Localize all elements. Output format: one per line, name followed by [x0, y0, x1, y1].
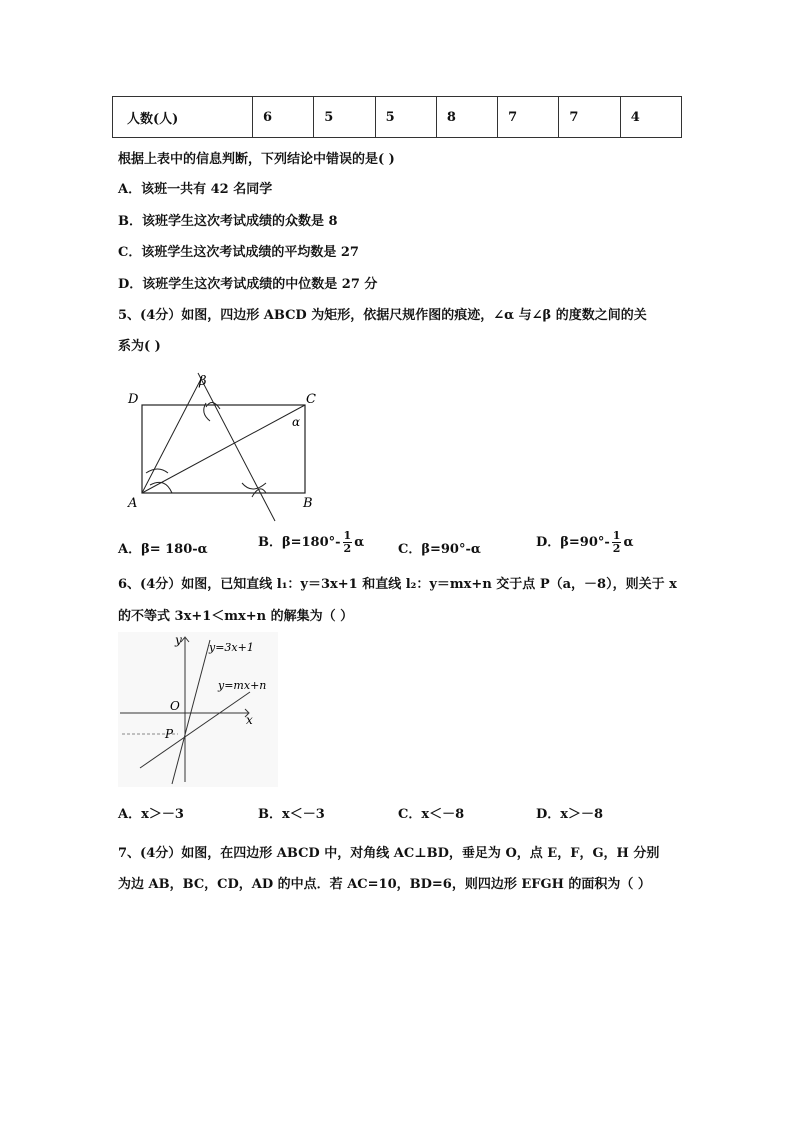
table-cell: 7 — [498, 97, 559, 138]
q7-stem-line2: 为边 AB，BC，CD，AD 的中点．若 AC=10，BD=6，则四边形 EFGH 的面积为（ ） — [118, 877, 651, 892]
fraction-denominator: 2 — [343, 542, 352, 555]
q6-graph-figure — [118, 632, 278, 787]
label-d: D — [128, 392, 139, 407]
table-cell: 8 — [436, 97, 497, 138]
perpendicular-bisector — [198, 373, 275, 521]
figure-background — [118, 632, 278, 787]
q4-option-b: B．该班学生这次考试成绩的众数是 8 — [118, 214, 338, 229]
origin-label: O — [170, 699, 180, 713]
q5-option-c: C．β=90°-α — [398, 542, 481, 557]
option-prefix: B．β=180°- — [258, 535, 341, 550]
q6-option-c: C．x＜－8 — [398, 807, 465, 822]
line-l2-label: y=mx+n — [218, 679, 267, 692]
q6-option-b: B．x＜－3 — [258, 807, 325, 822]
table-cell: 5 — [375, 97, 436, 138]
score-table — [112, 96, 682, 138]
arc-mark — [146, 469, 168, 473]
label-alpha: α — [292, 415, 301, 429]
q6-stem-line2: 的不等式 3x+1＜mx+n 的解集为（ ） — [118, 609, 354, 624]
arc-mark — [242, 483, 266, 489]
q5-stem-line1: 5、(4分）如图，四边形 ABCD 为矩形，依据尺规作图的痕迹，∠α 与∠β 的度数之间的关 — [118, 308, 647, 323]
x-axis-label: x — [246, 713, 253, 727]
fraction-numerator: 1 — [612, 529, 621, 542]
table-cell: 5 — [314, 97, 375, 138]
q4-stem: 根据上表中的信息判断，下列结论中错误的是( ) — [118, 152, 395, 167]
arc-mark — [206, 402, 220, 409]
q5-option-d — [536, 530, 633, 555]
arc-mark — [150, 482, 172, 493]
option-prefix: D．β=90°- — [536, 535, 610, 550]
q5-option-a: A．β= 180-α — [118, 542, 208, 557]
diagonal-ac — [142, 405, 305, 493]
option-suffix: α — [354, 535, 365, 550]
q4-option-d: D．该班学生这次考试成绩的中位数是 27 分 — [118, 277, 378, 292]
q6-option-a: A．x＞－3 — [118, 807, 184, 822]
table-cell: 4 — [620, 97, 681, 138]
fraction — [343, 530, 353, 555]
label-beta: β — [199, 374, 207, 389]
line-l1-label: y=3x+1 — [209, 641, 254, 654]
table-cell: 6 — [253, 97, 314, 138]
point-p-label: P — [165, 727, 174, 741]
q4-option-a: A．该班一共有 42 名同学 — [118, 182, 273, 197]
q5-rectangle-figure — [120, 365, 335, 525]
q5-stem-line2: 系为( ) — [118, 339, 161, 354]
q6-stem-line1: 6、(4分）如图，已知直线 l₁：y＝3x+1 和直线 l₂：y＝mx+n 交于点 P（a，－8），则关于 x — [118, 577, 677, 592]
fraction — [612, 530, 622, 555]
fraction-numerator: 1 — [343, 529, 352, 542]
table-cell: 7 — [559, 97, 620, 138]
fraction-denominator: 2 — [612, 542, 621, 555]
table-row-label: 人数(人) — [113, 97, 253, 138]
option-suffix: α — [623, 535, 634, 550]
table-row — [113, 97, 682, 138]
q7-stem-line1: 7、(4分）如图，在四边形 ABCD 中，对角线 AC⊥BD，垂足为 O，点 E，F，G，H 分别 — [118, 846, 660, 861]
q6-option-d: D．x＞－8 — [536, 807, 604, 822]
label-b: B — [303, 496, 313, 511]
q5-option-b — [258, 530, 364, 555]
label-a: A — [128, 496, 138, 511]
label-c: C — [306, 392, 316, 407]
q4-option-c: C．该班学生这次考试成绩的平均数是 27 — [118, 245, 359, 260]
bisector-line — [142, 377, 202, 493]
y-axis-label: y — [175, 633, 182, 647]
